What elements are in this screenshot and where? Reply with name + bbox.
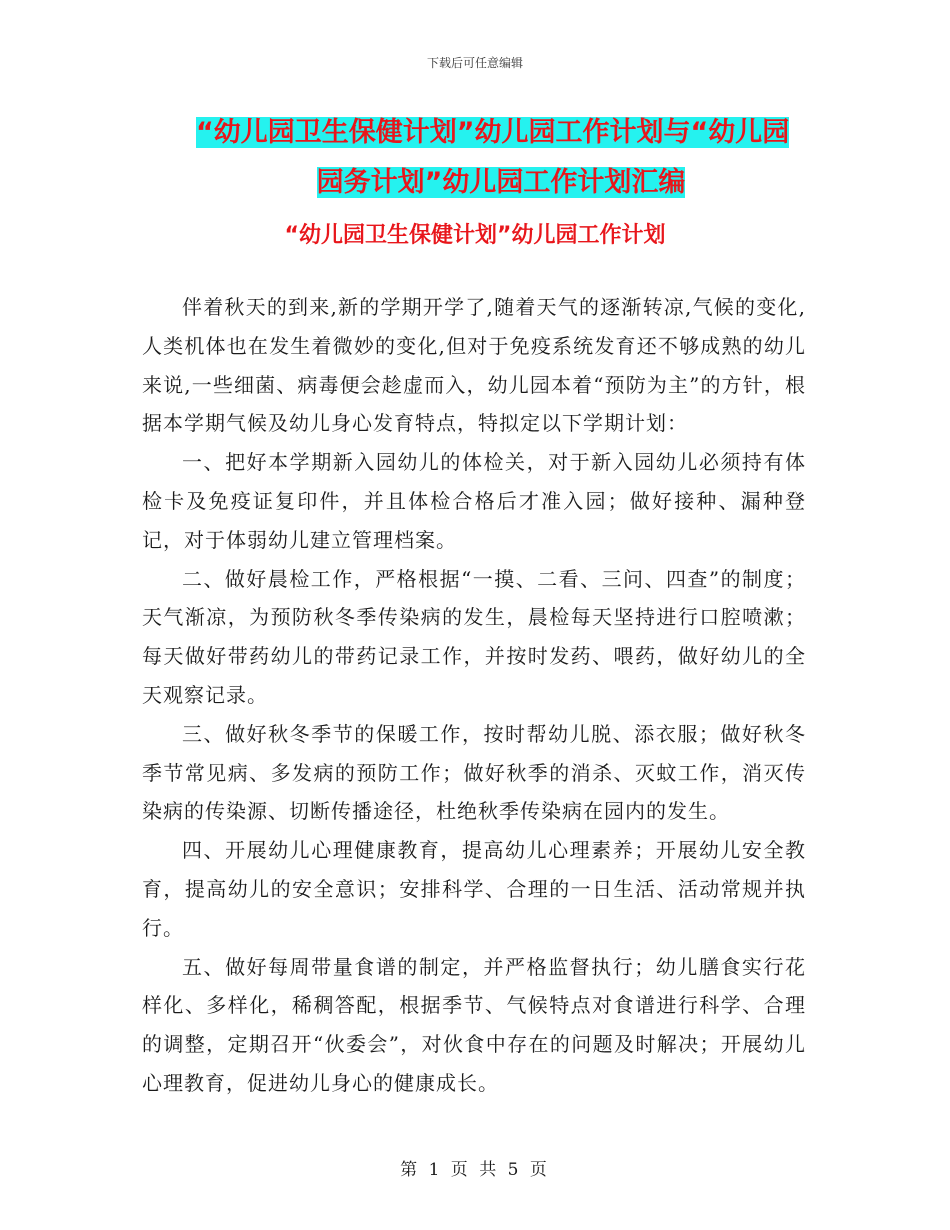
paragraph-intro: 伴着秋天的到来,新的学期开学了,随着天气的逐渐转凉,气候的变化,人类机体也在发生着微妙的变化,但对于免疫系统发育还不够成熟的幼儿来说,一些细菌、病毒便会趁虚而入，幼儿园本着“预防为主”的方针，根据本学期气候及幼儿身心发育特点，特拟定以下学期计划： <box>142 295 806 436</box>
page-header-note: 下载后可任意编辑 <box>426 56 523 70</box>
title-line-1: “幼儿园卫生保健计划”幼儿园工作计划与“幼儿园 <box>196 117 790 148</box>
section-subtitle: “幼儿园卫生保健计划”幼儿园工作计划 <box>284 223 666 248</box>
paragraph-item-1: 一、把好本学期新入园幼儿的体检关，对于新入园幼儿必须持有体检卡及免疫证复印件，并且体检合格后才准入园；做好接种、漏种登记，对于体弱幼儿建立管理档案。 <box>142 450 806 552</box>
document-title <box>196 108 806 208</box>
document-body <box>142 288 806 1103</box>
paragraph-item-2: 二、做好晨检工作，严格根据“一摸、二看、三问、四查”的制度；天气渐凉，为预防秋冬季传染病的发生，晨检每天坚持进行口腔喷漱；每天做好带药幼儿的带药记录工作，并按时发药、喂药，做好幼儿的全天观察记录。 <box>142 566 806 707</box>
paragraph-item-4: 四、开展幼儿心理健康教育，提高幼儿心理素养；开展幼儿安全教育，提高幼儿的安全意识；安排科学、合理的一日生活、活动常规并执行。 <box>142 838 806 940</box>
title-line-2: 园务计划”幼儿园工作计划汇编 <box>316 167 686 198</box>
page-number: 第 1 页 共 5 页 <box>400 1160 550 1180</box>
paragraph-item-5: 五、做好每周带量食谱的制定，并严格监督执行；幼儿膳食实行花样化、多样化，稀稠答配，根据季节、气候特点对食谱进行科学、合理的调整，定期召开“伙委会”，对伙食中存在的问题及时解决；开展幼儿心理教育，促进幼儿身心的健康成长。 <box>142 954 806 1095</box>
paragraph-item-3: 三、做好秋冬季节的保暖工作，按时帮幼儿脱、添衣服；做好秋冬季节常见病、多发病的预防工作；做好秋季的消杀、灭蚊工作，消灭传染病的传染源、切断传播途径，杜绝秋季传染病在园内的发生。 <box>142 721 806 824</box>
